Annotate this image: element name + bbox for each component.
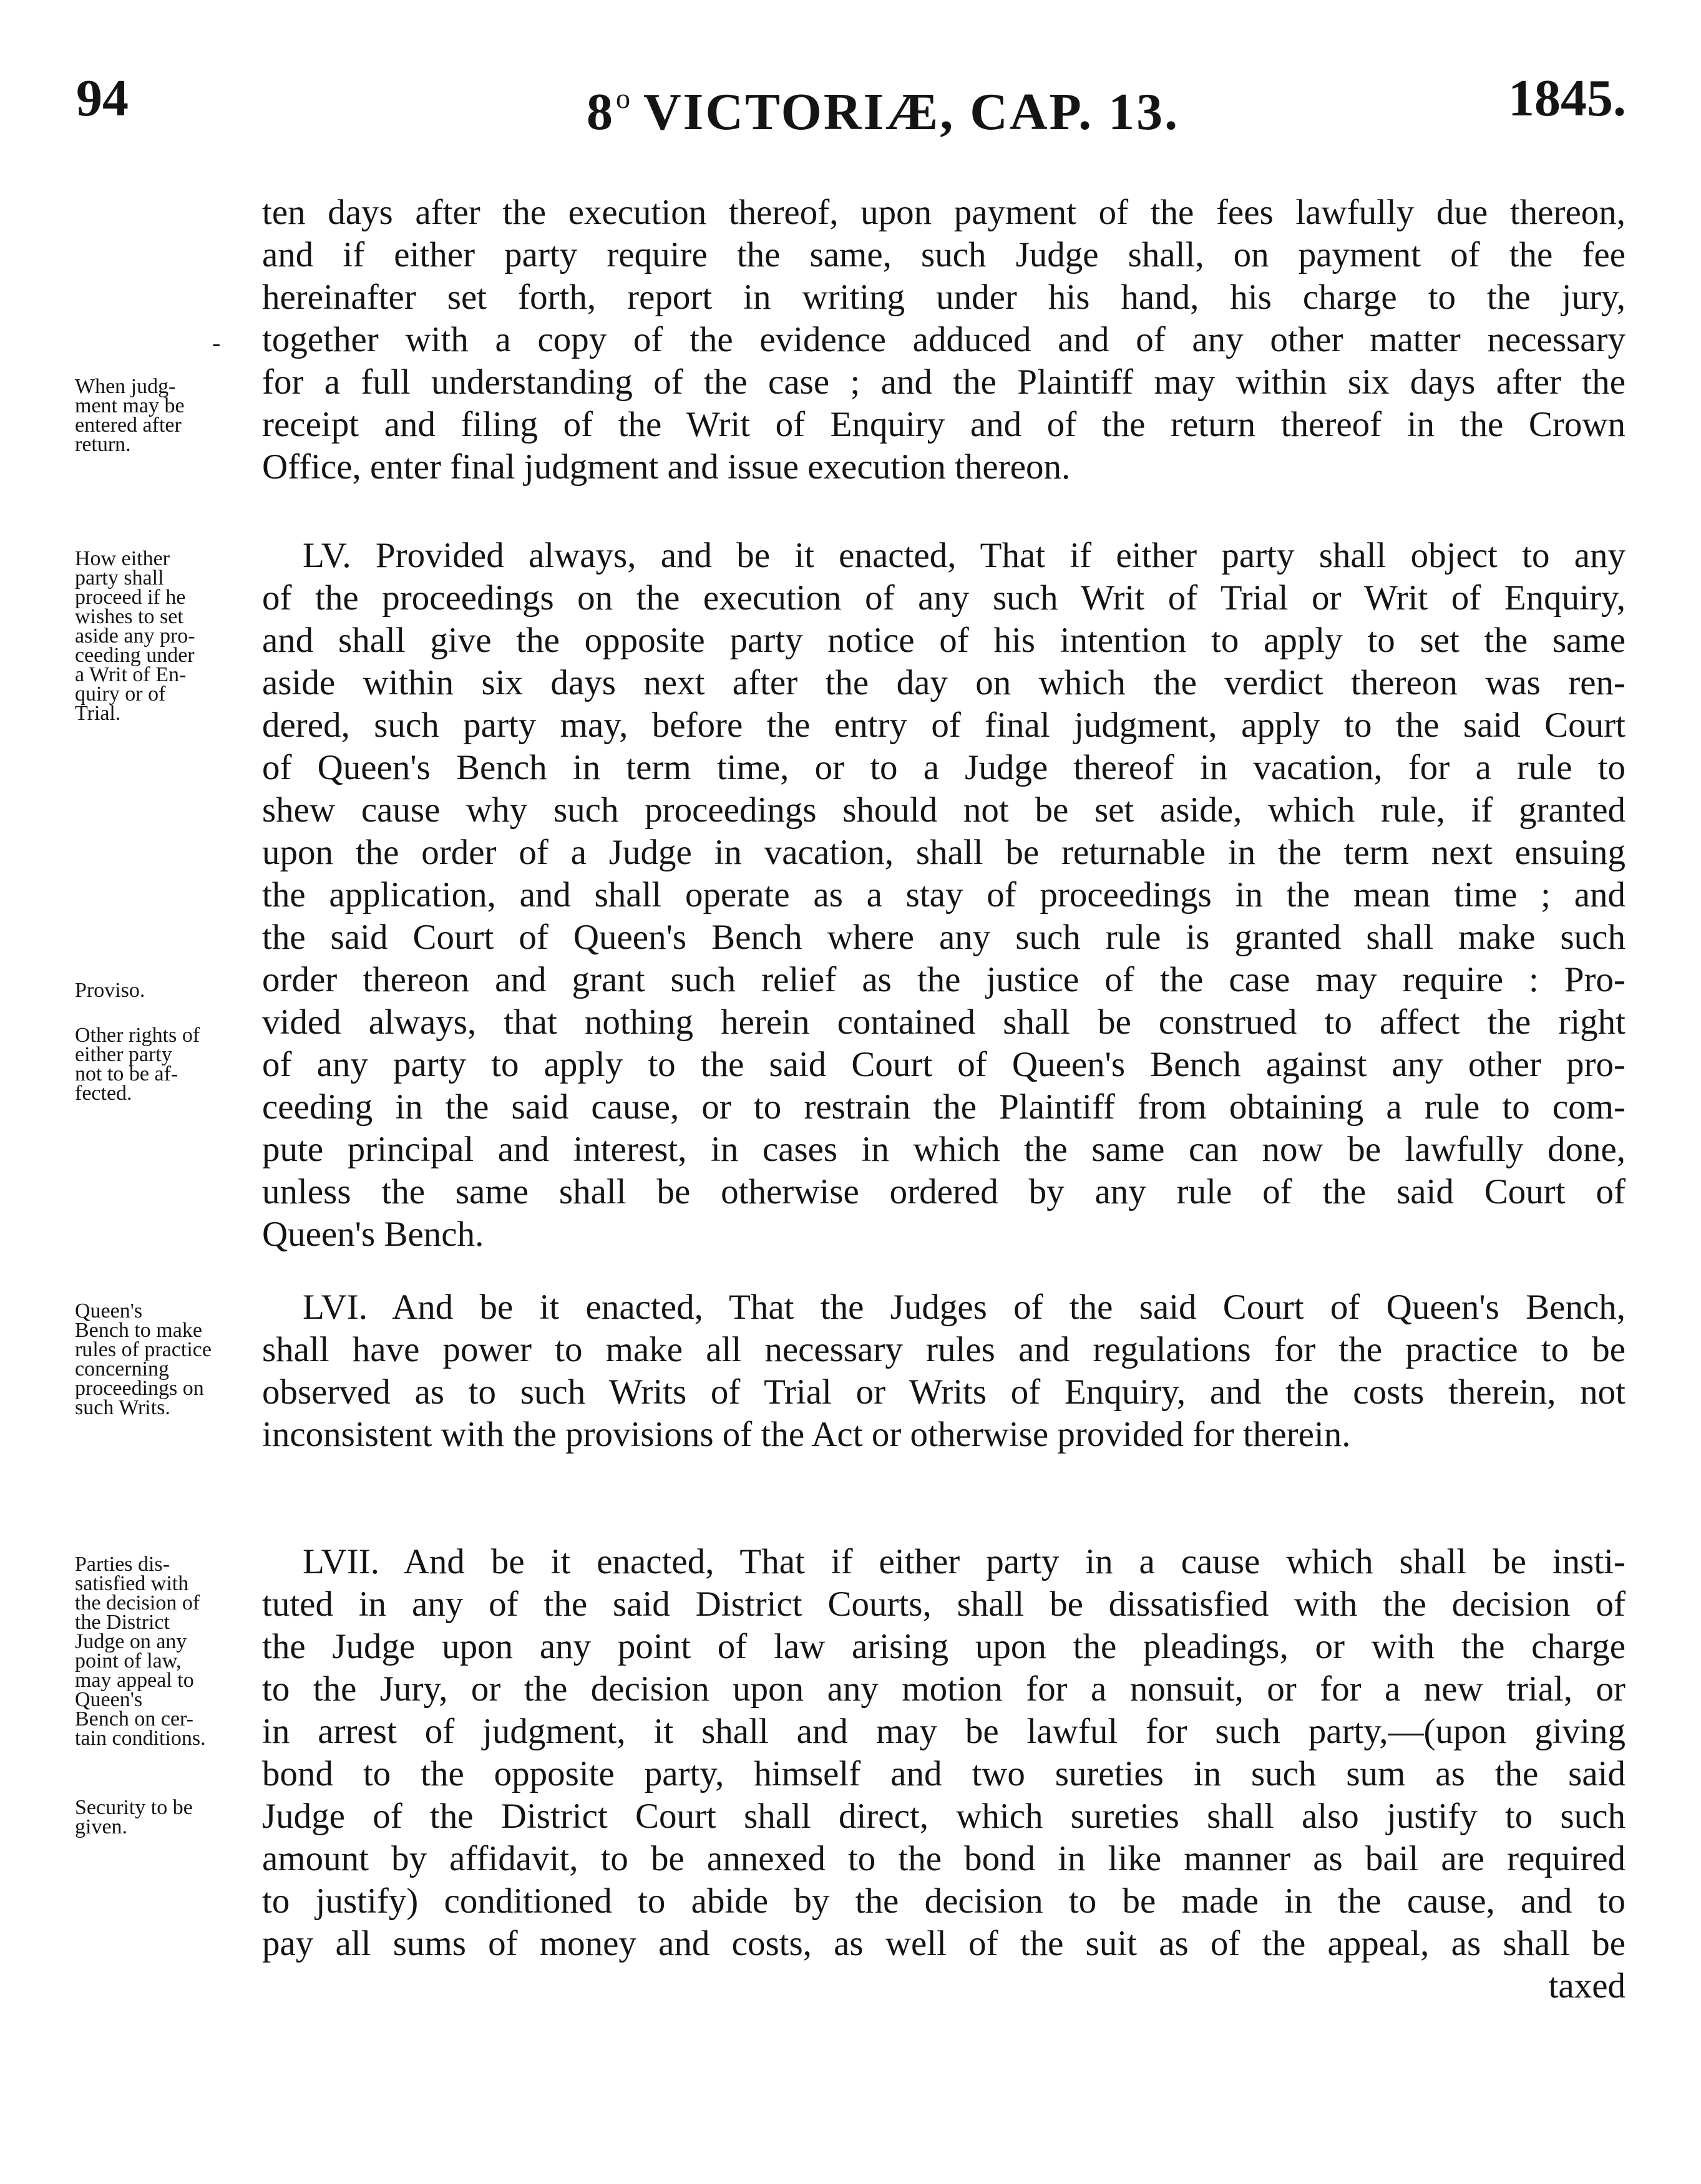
text-line: in arrest of judgment, it shall and may be lawful for such party,—(upon giving [262,1712,1625,1751]
text-line: and shall give the opposite party notice of his intention to apply to set the same [262,621,1625,660]
section-lvii [262,1541,1625,2007]
section-lv [262,535,1625,1256]
regnal-year: 8 [587,83,615,141]
margin-note-judgment: When judg- ment may be entered after return. [75,375,185,456]
running-title [587,67,1179,143]
text-line: Queen's Bench. [262,1215,484,1254]
margin-note-rules-of-practice: Queen's Bench to make rules of practice concerning proceedings on such Writs. [75,1299,212,1419]
catchword: taxed [1548,1966,1625,2006]
margin-note-security: Security to be given. [75,1796,193,1838]
margin-note-set-aside: How either party shall proceed if he wishes to set aside any pro- ceeding under a Writ of En- quiry or of Trial. [75,547,195,725]
text-line: observed as to such Writs of Trial or Writs of Enquiry, and the costs therein, not [262,1372,1625,1412]
text-line: for a full understanding of the case ; and the Plaintiff may within six days after the [262,362,1625,402]
text-line: the Judge upon any point of law arising upon the pleadings, or with the charge [262,1627,1625,1666]
text-line: unless the same shall be otherwise ordered by any rule of the said Court of [262,1172,1625,1211]
section-number: LVII. [303,1542,379,1581]
text-line: of Queen's Bench in term time, or to a Judge thereof in vacation, for a rule to [262,748,1625,787]
year: 1845. [1508,69,1626,127]
page-number: 94 [76,69,129,127]
section-first-line: LV. Provided always, and be it enacted, That if either party shall object to any [303,536,1625,575]
text-line: tuted in any of the said District Courts, shall be dissatisfied with the decision of [262,1585,1625,1624]
ordinal-suffix: o [616,82,632,114]
section-lvi [262,1286,1625,1456]
text-line: pay all sums of money and costs, as well of the suit as of the appeal, as shall be [262,1924,1625,1963]
text-line: ten days after the execution thereof, upon payment of the fees lawfully due thereon, [262,193,1625,232]
text-line: Office, enter final judgment and issue execution thereon. [262,447,1071,487]
continuation-paragraph [262,192,1625,488]
text-line: hereinafter set forth, report in writing under his hand, his charge to the jury, [262,278,1625,317]
running-header [0,67,1701,141]
margin-note-appeal: Parties dis- satisfied with the decision of the District Judge on any point of law, may appeal to Queen's Bench on cer- tain conditions. [75,1553,206,1750]
text-line: receipt and filing of the Writ of Enquiry and of the return thereof in the Crown [262,405,1625,444]
margin-note-proviso: Proviso. [75,979,145,1002]
text-line: pute principal and interest, in cases in which the same can now be lawfully done, [262,1130,1625,1169]
text-line: the application, and shall operate as a stay of proceedings in the mean time ; and [262,875,1625,915]
text-line: aside within six days next after the day on which the verdict thereon was ren- [262,663,1625,702]
text-line: vided always, that nothing herein contained shall be construed to affect the right [262,1002,1625,1042]
text-line: bond to the opposite party, himself and two sureties in such sum as the said [262,1754,1625,1793]
margin-note-other-rights: Other rights of either party not to be af- fected. [75,1024,200,1105]
text-line: the said Court of Queen's Bench where any such rule is granted shall make such [262,918,1625,957]
text-line: of the proceedings on the execution of any such Writ of Trial or Writ of Enquiry, [262,578,1625,618]
text-line: order thereon and grant such relief as the justice of the case may require : Pro- [262,960,1625,999]
text-line: Judge of the District Court shall direct, which sureties shall also justify to such [262,1797,1625,1836]
stray-mark: - [212,329,221,357]
text-line: inconsistent with the provisions of the Act or otherwise provided for therein. [262,1415,1351,1454]
text-line: ceeding in the said cause, or to restrain the Plaintiff from obtaining a rule to com- [262,1087,1625,1127]
text-line: of any party to apply to the said Court of Queen's Bench against any other pro- [262,1045,1625,1084]
text-line: and if either party require the same, such Judge shall, on payment of the fee [262,235,1625,274]
section-first-line: LVI. And be it enacted, That the Judges of the said Court of Queen's Bench, [303,1288,1625,1327]
text-line: shall have power to make all necessary rules and regulations for the practice to be [262,1330,1625,1369]
text-line: upon the order of a Judge in vacation, shall be returnable in the term next ensuing [262,833,1625,872]
text-line: together with a copy of the evidence adduced and of any other matter necessary [262,320,1625,359]
text-line: to the Jury, or the decision upon any motion for a nonsuit, or for a new trial, or [262,1669,1625,1709]
section-number: LV. [303,536,351,575]
chapter-title: VICTORIÆ, CAP. 13. [643,83,1180,141]
section-number: LVI. [303,1288,368,1327]
text-line: to justify) conditioned to abide by the decision to be made in the cause, and to [262,1881,1625,1921]
section-first-line: LVII. And be it enacted, That if either party in a cause which shall be insti- [303,1542,1625,1581]
text-line: dered, such party may, before the entry of final judgment, apply to the said Court [262,706,1625,745]
text-line: shew cause why such proceedings should not be set aside, which rule, if granted [262,790,1625,830]
text-line: amount by affidavit, to be annexed to the bond in like manner as bail are required [262,1839,1625,1878]
